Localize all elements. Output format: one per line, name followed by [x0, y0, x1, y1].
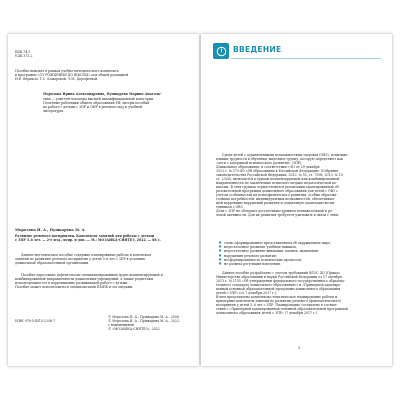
intro-body-text: Среди детей с ограниченными возможностями здоровья (ОВЗ), испытыва- ющими трудности в обучении, выделяют группу, которую определяют как «дети с задержкой психического развития» (ЗПР). Дошкольное образование, в соответствии с ФЗ от 29 декабря 2012 г. № 273-ФЗ «Об образовании в Российской Федерации» (Собрание законодательства Российской Федерации, 2012, № 53, ст. 7598; 2013, № 19, ст. 2326), включается в группы компенсирующей или комбинированной направленности по заключению психолого-медико-педагогической ко- миссии. В этих группах осуществляется реализация адаптированной об- разовательной программы дошкольного образования для детей с ОВЗ с учетом особенностей их психофизического развития, особых образова- тельных потребностей, индивидуальных возможностей, обеспечиваю- щей коррекцию нарушений развития и социальную адаптацию воспи- танников с ОВЗ. Дети с ЗПР не обладают достаточным уровнем познавательной и ре- чевой активности. Для их развития требуется учитывать в связи с этим: — [216, 153, 349, 217]
list-item: ■ недостаточное развитие внимания, памяти, мышления; — [219, 249, 379, 253]
list-item: ■ несформированность психических процессов; — [219, 258, 379, 262]
section-title: ВВЕДЕНИЕ — [233, 45, 282, 54]
list-item: ■ нарушения речевого развития; — [219, 254, 379, 258]
right-page — [201, 34, 392, 366]
page-number: 3 — [297, 346, 301, 350]
abstract-paragraph-1: Данное методическое пособие содержит планирование работы и конспекты занятий по развитию речевого восприятия у детей 5–6 лет с ЗПР в условиях дошкольной образовательной организации. — [15, 253, 151, 265]
list-item: ■ не развита регуляция поведения. — [219, 262, 379, 266]
bbk-udk-codes: ББК 74.3 УДК 373.2 — [15, 50, 33, 58]
header-divider — [231, 58, 381, 59]
list-item: ■ недостаточное развитие учебных навыков; — [219, 245, 379, 249]
reviewers-heading: Морозова Ирина Александровна, Пушкарева Марина Анатоль- — [43, 92, 162, 96]
isbn: ISBN 978-5-4315-2256-7 — [15, 319, 56, 323]
reviewers-text: евна — учителя-логопеды высшей квалификационной категории. Почетные работники общего образования РФ, авторы пособий по работе с детьми с ЗПР и ОНР в речевом саду и учебной литературы. — [43, 97, 155, 113]
circle-info-icon — [213, 43, 229, 59]
intro-body-text-2: Данное пособие разработано с учетом требований ФГОС ДО (Приказ Министерства образования и науки Российской Федерации от 17 октября 2013 г. № 1155 «Об утверждении федерального государственного образова- тельного стандарта дошкольного образования») и «Примерной адаптиро- ванной основной образовательной программы дошкольного образования детей с ЗПР» (от 7 декабря 2017 г.). В нем представлено комплексно-тематическое планирование работы и примерные конспекты занятий по развитию речевого (фонематического) восприятия у детей 5–6 лет с ЗПР. Планирование составлено в соответ- ствии с «Примерной адаптированной основной образовательной программой дошкольного образования детей с ЗПР» (7 декабря 2017 г.). — [216, 271, 348, 315]
book-title-block: Развитие речевого восприятия. Конспекты занятий для работы с детьми с ЗПР 5–6 лет. — 2-е изд., испр. и доп. — М.: МОЗАИКА-СИНТЕЗ, 2022. — 88 с. — [15, 234, 161, 242]
copyright-notice: © Морозова И. А., Пушкарева М. А., 2006 © Морозова И. А., Пушкарева М. А., 2022, с изменениями © «МОЗАИКА-СИНТЕЗ», 2022 — [108, 315, 180, 331]
edition-note: Пособие выходит в рамках учебно-методического комплекта к программе «ОТ РОЖДЕНИЯ ДО ШКОЛЫ» под общей редакцией Н.Е. Вераксы, Т.С. Комаровой, Э.М. Дорофеевой. — [15, 69, 129, 81]
list-item: ■ слово сформированное представлением об окружающем мире; — [219, 241, 379, 245]
left-page — [8, 34, 199, 366]
difficulties-list — [219, 241, 379, 266]
book-spread — [8, 34, 392, 366]
abstract-paragraph-2: Пособие адресовано дефектологам специализированных групп компенсирующей и комбинированной направленности дошкольных учреждений, а также родителям, использующим его в коррекционно-развивающей работе с детьми. Пособие может использоваться специалистами ПМПК и логопедами. — [15, 273, 163, 289]
authors-line: Морозова И. А., Пушкарева М. А. — [15, 228, 86, 232]
